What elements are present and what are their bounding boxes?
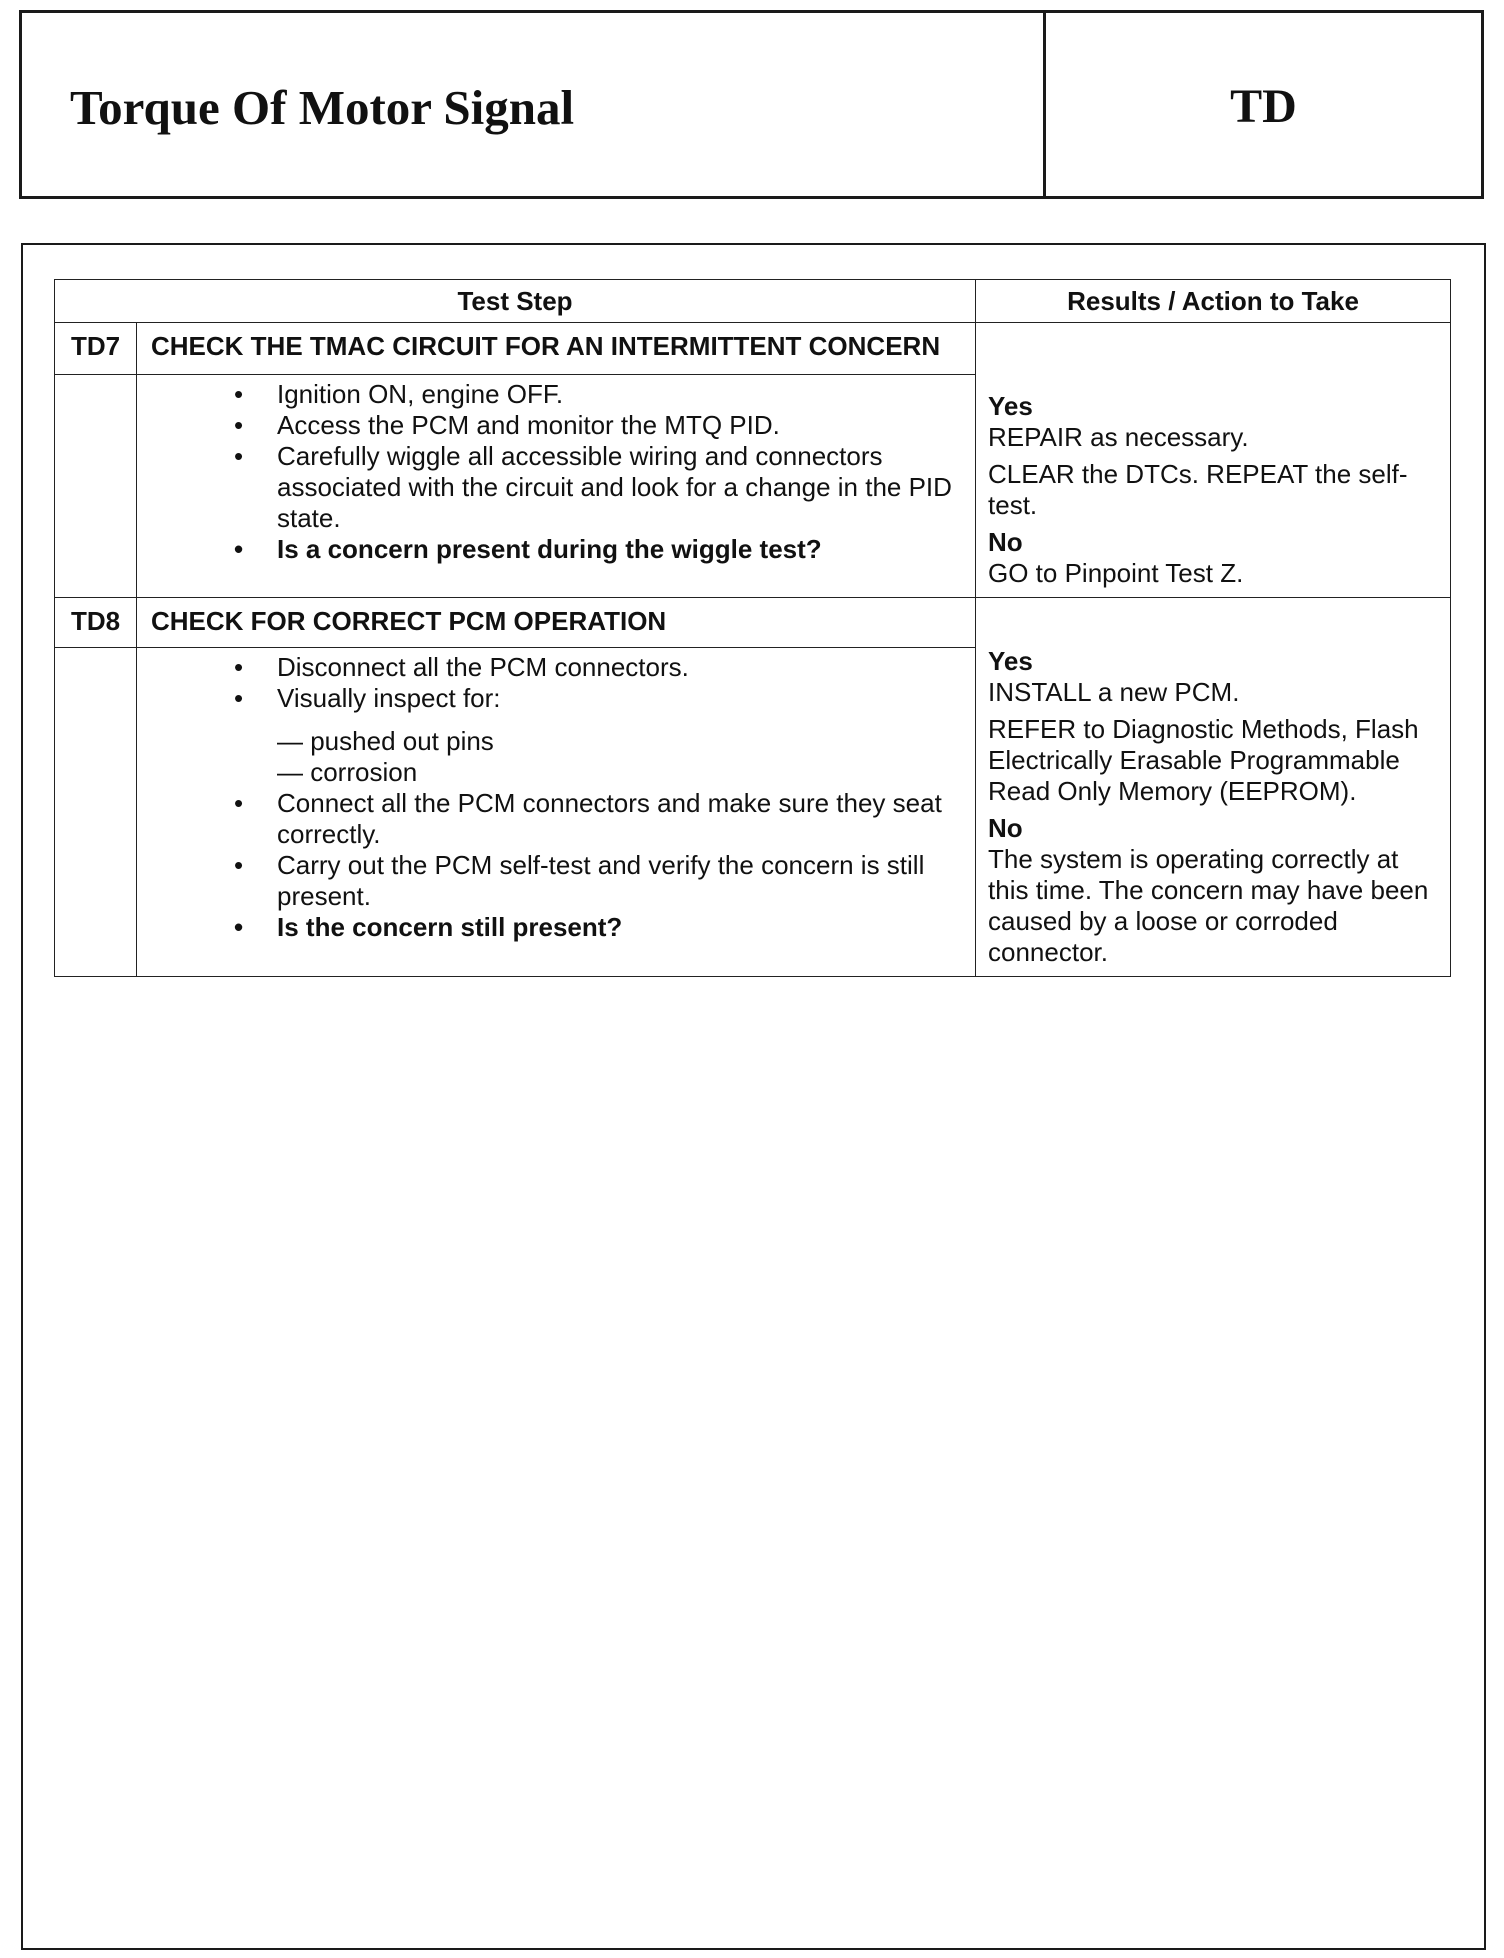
step-actions (137, 648, 976, 977)
test-step-header: Test Step (55, 280, 976, 323)
action-item: • Ignition ON, engine OFF. (137, 379, 965, 410)
step-id: TD7 (55, 323, 137, 375)
sub-item: — corrosion (277, 757, 418, 788)
results-header: Results / Action to Take (976, 280, 1451, 323)
step-title: CHECK THE TMAC CIRCUIT FOR AN INTERMITTENT CONCERN (137, 323, 976, 375)
step-title-row (55, 598, 1451, 648)
action-item: • Carry out the PCM self-test and verify the concern is still present. (137, 850, 965, 912)
step-question: • Is the concern still present? (137, 912, 965, 943)
results-spacer (988, 600, 1446, 642)
results-spacer (988, 325, 1446, 387)
yes-text: REPAIR as necessary. (988, 422, 1249, 452)
section-code: TD (1230, 80, 1297, 133)
step-title-row (55, 323, 1451, 375)
page-title: Torque Of Motor Signal (70, 80, 575, 135)
action-item: • Connect all the PCM connectors and make sure they seat correctly. (137, 788, 965, 850)
action-item (137, 683, 965, 788)
step-id: TD8 (55, 598, 137, 648)
no-label: No (988, 813, 1023, 843)
sub-item: — pushed out pins (277, 726, 494, 757)
step-results (976, 598, 1451, 977)
table-header-row (55, 280, 1451, 323)
step-results (976, 323, 1451, 598)
no-text: GO to Pinpoint Test Z. (988, 558, 1244, 588)
yes-text: CLEAR the DTCs. REPEAT the self-test. (988, 459, 1408, 520)
action-item-text: Visually inspect for: (277, 683, 501, 714)
yes-label: Yes (988, 646, 1033, 676)
action-item: • Carefully wiggle all accessible wiring and connectors associated with the circuit and look for a change in the PID state. (137, 441, 965, 534)
yes-label: Yes (988, 391, 1033, 421)
no-text: The system is operating correctly at this time. The concern may have been caused by a loose or corroded connector. (988, 844, 1429, 967)
test-steps-table (54, 279, 1451, 977)
step-title: CHECK FOR CORRECT PCM OPERATION (137, 598, 976, 648)
yes-text: REFER to Diagnostic Methods, Flash Electrically Erasable Programmable Read Only Memory (EEPROM). (988, 714, 1419, 806)
step-actions (137, 375, 976, 598)
no-label: No (988, 527, 1023, 557)
yes-text: INSTALL a new PCM. (988, 677, 1240, 707)
action-item: • Disconnect all the PCM connectors. (137, 652, 965, 683)
page-header (19, 10, 1484, 199)
action-item: • Access the PCM and monitor the MTQ PID. (137, 410, 965, 441)
step-question: • Is a concern present during the wiggle test? (137, 534, 965, 565)
step-id-blank (55, 375, 137, 598)
sub-item-list (277, 726, 965, 788)
step-id-blank (55, 648, 137, 977)
